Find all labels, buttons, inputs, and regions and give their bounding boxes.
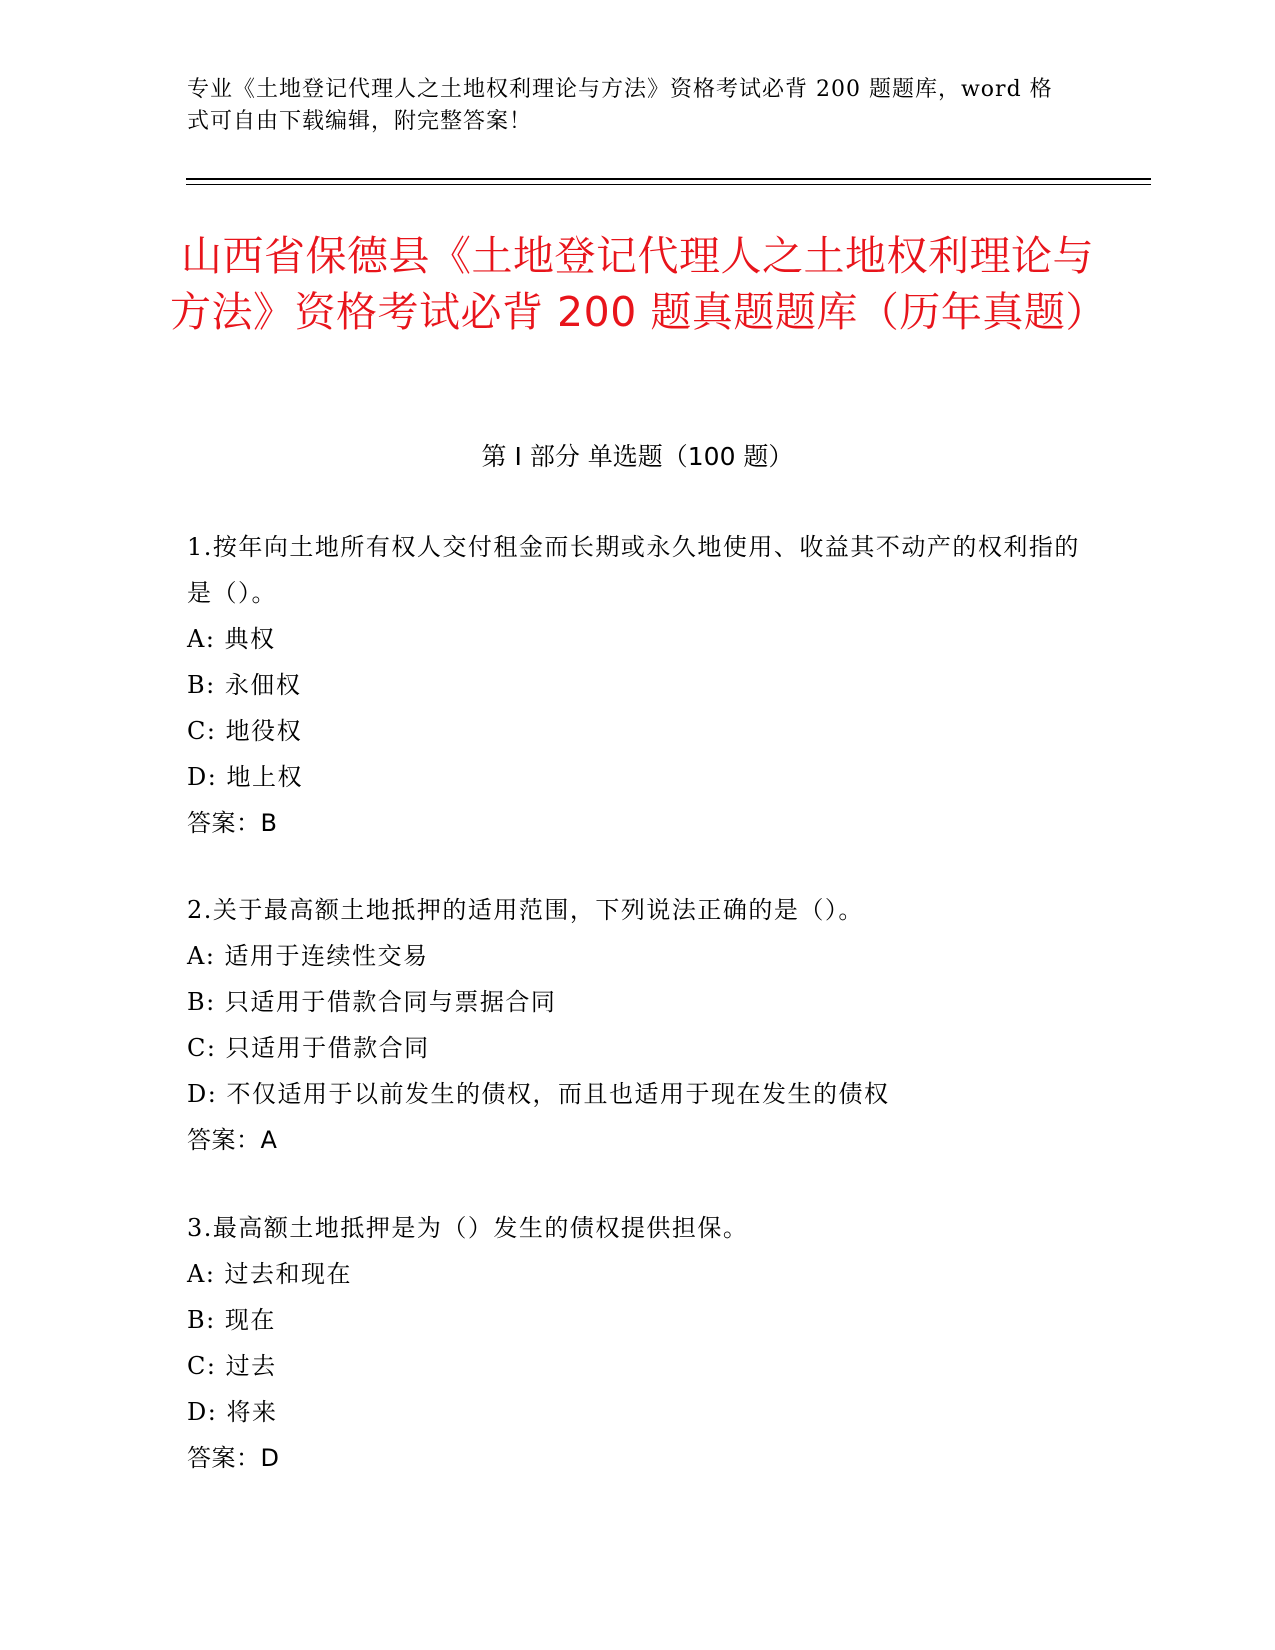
option-b: B: 现在 [187, 1306, 276, 1334]
answer: 答案：B [187, 809, 278, 837]
question-block [187, 1205, 1087, 1481]
question-text: 3.最高额土地抵押是为（）发生的债权提供担保。 [187, 1214, 749, 1242]
question-text: 2.关于最高额土地抵押的适用范围，下列说法正确的是（）。 [187, 896, 864, 924]
option-a: A: 过去和现在 [187, 1260, 353, 1288]
header-divider-thin [186, 184, 1151, 185]
option-d: D: 将来 [187, 1398, 278, 1426]
header-note: 专业《土地登记代理人之土地权利理论与方法》资格考试必背 200 题题库，word 格式可自由下载编辑，附完整答案！ [187, 77, 1053, 134]
option-c: C: 地役权 [187, 717, 303, 745]
option-b: B: 只适用于借款合同与票据合同 [187, 988, 557, 1016]
document-title: 山西省保德县《土地登记代理人之土地权利理论与方法》资格考试必背 200 题真题题库（历年真题） [170, 232, 1107, 336]
option-b: B: 永佃权 [187, 671, 302, 699]
option-a: A: 适用于连续性交易 [187, 942, 429, 970]
option-c: C: 过去 [187, 1352, 277, 1380]
option-a: A: 典权 [187, 625, 276, 653]
header-divider-thick [186, 178, 1151, 180]
question-block [187, 887, 1087, 1163]
answer: 答案：D [187, 1444, 280, 1472]
answer: 答案：A [187, 1126, 278, 1154]
question-block [187, 524, 1087, 846]
section-heading: 第 I 部分 单选题（100 题） [481, 442, 794, 471]
option-d: D: 地上权 [187, 763, 303, 791]
option-d: D: 不仅适用于以前发生的债权，而且也适用于现在发生的债权 [187, 1080, 890, 1108]
option-c: C: 只适用于借款合同 [187, 1034, 430, 1062]
question-text: 1.按年向土地所有权人交付租金而长期或永久地使用、收益其不动产的权利指的是（）。 [187, 533, 1080, 607]
